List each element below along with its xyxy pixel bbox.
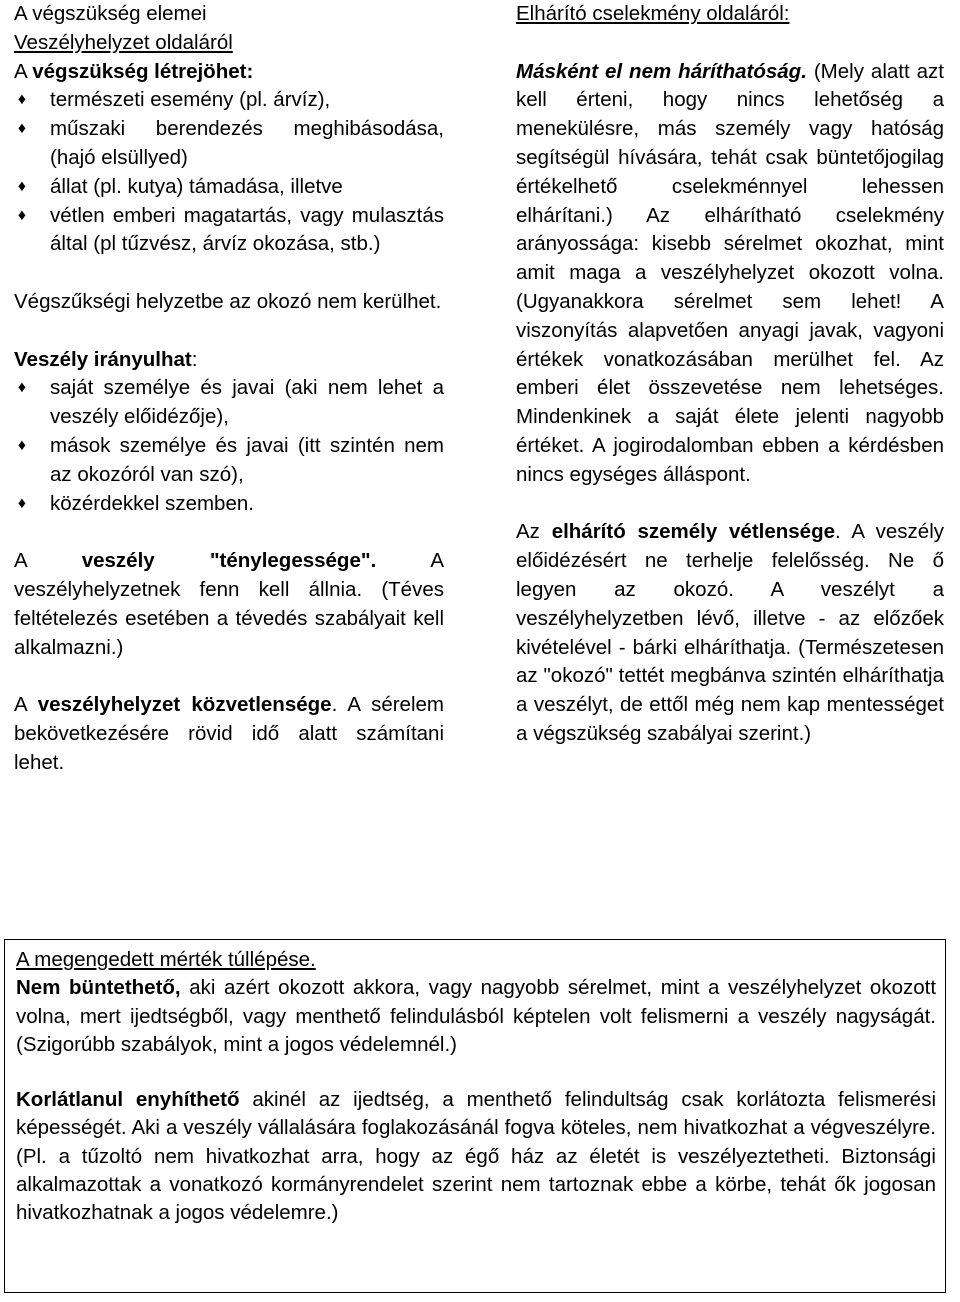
diamond-bullet-icon: ♦ [17,206,27,224]
avoidability-paragraph: Másként el nem háríthatóság. (Mely alatt azt kell érteni, hogy nincs lehetőség a menekülésre, más személy vagy hatóság segítségül hívására, tehát csak büntetőjogilag értékelhető cselekménnyel lehessen elhárítani.) Az elhárítható cselekmény arányossága: kisebb sérelmet okozhat, mint amit maga a veszélyhelyzet okozott volna. (Ugyanakkora sérelmet sem lehet! A viszonyítás alapvetően anyagi javak, vagyoni értékek vonatkozásában merülhet fel. Az emberi élet összevetése nem lehetséges. Mindenkinek a saját élete jelenti nagyobb értéket. A jogirodalomban ebben a kérdésben nincs egységes álláspont. [516,59,944,486]
mitigation-paragraph: Korlátlanul enyhíthető akinél az ijedtség, a menthető felindultság csak korlátozta felismerési képességét. Aki a veszély vállalására foglakozásánál fogva köteles, nem hivatkozhat a végveszélyre. (Pl. a tűzoltó nem hivatkozhat arra, hogy az égő ház az életét is veszélyeztetheti. Biztonsági alkalmazottak a vonatkozó kormányrendelet szerint nem tartoznak ebbe a körbe, tehát ők jogosan hivatkozhatnak a jogos védelemre.) [16,1088,936,1225]
section-title: A végszükség elemei [14,2,207,25]
arises-list [14,86,444,259]
excess-box [4,939,946,1293]
section-subtitle: Veszélyhelyzet oldaláról [14,30,233,54]
immediacy-paragraph: A veszélyhelyzet közvetlensége. A sérelem bekövetkezésére rövid idő alatt számítani lehet. [14,693,444,774]
right-title: Elhárító cselekmény oldaláról: [516,2,790,25]
direction-list [14,374,444,518]
diamond-bullet-icon: ♦ [17,494,27,512]
no-cause-paragraph: Végszűkségi helyzetbe az okozó nem kerülhet. [14,289,442,313]
innocence-paragraph: Az elhárító személy vétlensége. A veszély előidézésért ne terhelje felelősség. Ne ő legyen az okozó. A veszélyt a veszélyhelyzetben lévő, illetve - az előzőek kivételével - bárki elháríthatja. (Természetesen az "okozó" tettét megbánva szintén elháríthatja a veszélyt, de ettől még nem kap mentességet a végszükség szabályai szerint.) [516,520,945,745]
direction-heading: Veszély irányulhat: [14,347,198,371]
arises-heading: A végszükség létrejöhet: [14,59,254,83]
box-title: A megengedett mérték túllépése. [16,948,316,971]
diamond-bullet-icon: ♦ [17,379,27,397]
left-column [14,0,444,778]
reality-paragraph: A veszély "ténylegessége". A veszélyhelyzetnek fenn kell állnia. (Téves feltételezés esetében a tévedés szabályait kell alkalmazni.) [14,549,444,659]
diamond-bullet-icon: ♦ [17,120,27,138]
list-item: ♦ közérdekkel szemben. [14,490,444,519]
diamond-bullet-icon: ♦ [17,91,27,109]
diamond-bullet-icon: ♦ [17,177,27,195]
list-item: ♦ állat (pl. kutya) támadása, illetve [14,173,444,202]
right-column [516,0,944,749]
list-item: ♦ műszaki berendezés meghibásodása, (hajó elsüllyed) [14,115,444,173]
not-punishable-paragraph: Nem büntethető, aki azért okozott akkora, vagy nagyobb sérelmet, mint a veszélyhelyzet okozott volna, mert ijedtségből, vagy menthető felindulásból képtelen volt felismerni a veszély nagyságát. (Szigorúbb szabályok, mint a jogos védelemnél.) [16,976,937,1056]
list-item: ♦ mások személye és javai (itt szintén nem az okozóról van szó), [14,432,444,490]
list-item: ♦ természeti esemény (pl. árvíz), [14,86,444,115]
diamond-bullet-icon: ♦ [17,436,27,454]
list-item: ♦ vétlen emberi magatartás, vagy mulasztás által (pl tűzvész, árvíz okozása, stb.) [14,202,444,260]
list-item: ♦ saját személye és javai (aki nem lehet a veszély előidézője), [14,374,444,432]
